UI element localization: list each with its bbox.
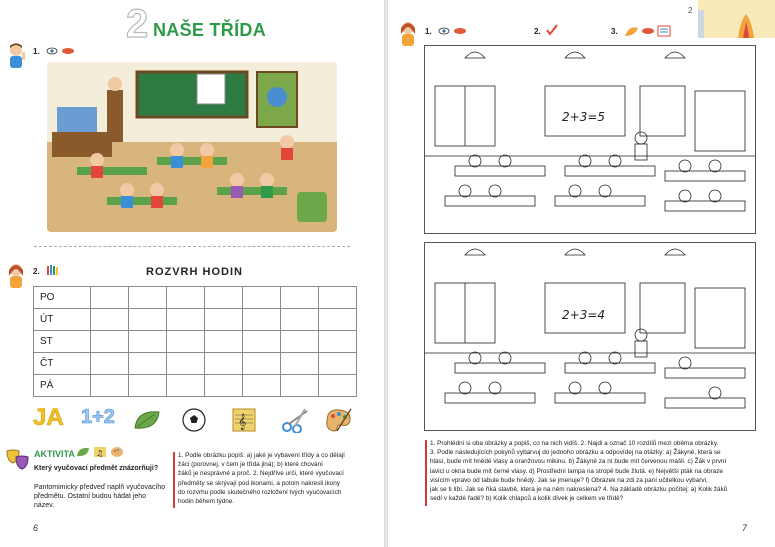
schedule-cell[interactable]: [129, 353, 167, 375]
board-equation-bottom: 2+3=4: [562, 308, 606, 322]
schedule-cell[interactable]: [91, 375, 129, 397]
instruction-line: předměty se skrývají pod ikonami, a potom nakresli ikony: [178, 479, 340, 487]
instruction-line: 1. Prohlédni si oba obrázky a popiš, co na nich vidíš. 2. Najdi a označ 10 rozdílů mezi oběma obrázky.: [430, 440, 719, 447]
schedule-cell[interactable]: [167, 353, 205, 375]
board-equation-top: 2+3=5: [562, 110, 606, 124]
aktivita-text: Pantomimicky předveď naplň vyučovacího předmětu. Ostatní budou hádat jeho název.: [34, 484, 166, 509]
schedule-cell[interactable]: [129, 309, 167, 331]
schedule-day-label: ÚT: [34, 309, 91, 331]
girl-pointer-icon: [4, 262, 28, 292]
left-page: [0, 0, 384, 547]
schedule-row: [34, 375, 357, 397]
schedule-cell[interactable]: [205, 375, 243, 397]
scissors-icon: [281, 407, 309, 433]
spot-difference-bottom-picture: [424, 242, 756, 431]
crayons-icon: [46, 264, 58, 276]
aktivita-question: Který vyučovací předmět znázorňuji?: [34, 465, 159, 472]
schedule-cell[interactable]: [243, 287, 281, 309]
palette-small-icon: [110, 446, 124, 458]
schedule-day-label: ST: [34, 331, 91, 353]
task-1-number: 1.: [425, 27, 432, 36]
task-1-number: 1.: [33, 47, 40, 56]
instruction-line: žáků je nesprávné a proč. 2. Nejdříve urči, které vyučovací: [178, 470, 344, 478]
schedule-cell[interactable]: [91, 287, 129, 309]
page-number: 7: [742, 523, 748, 533]
schedule-cell[interactable]: [281, 353, 319, 375]
eye-mouth-icons: [438, 26, 468, 36]
schedule-cell[interactable]: [167, 331, 205, 353]
music-icon: [231, 407, 257, 433]
schedule-cell[interactable]: [91, 309, 129, 331]
schedule-cell[interactable]: [205, 309, 243, 331]
instruction-line: žáci (porovnej, v čem je třída jiná); b) které chování: [178, 461, 323, 469]
checkmark-icon: [546, 24, 558, 36]
schedule-day-label: PÁ: [34, 375, 91, 397]
schedule-cell[interactable]: [243, 331, 281, 353]
schedule-cell[interactable]: [129, 375, 167, 397]
schedule-cell[interactable]: [205, 331, 243, 353]
schedule-cell[interactable]: [205, 287, 243, 309]
schedule-cell[interactable]: [319, 375, 357, 397]
schedule-row: [34, 287, 357, 309]
schedule-cell[interactable]: [243, 353, 281, 375]
instruction-line: visícím vpravo od tabule bude hnědý. Jak se jmenuje? f) Obrázek na zdi za paní učitelkou vybarvi,: [430, 476, 708, 484]
spot-difference-top-picture: [424, 45, 756, 234]
schedule-title: ROZVRH HODIN: [146, 266, 243, 278]
schedule-cell[interactable]: [243, 309, 281, 331]
task-2-number: 2.: [534, 27, 541, 36]
schedule-row: [34, 353, 357, 375]
instruction-line: do rozvrhu podle skutečného rozložení tvých vyučovacích: [178, 488, 342, 496]
czech-language-icon: JA: [33, 404, 64, 431]
left-instructions: [178, 451, 378, 506]
task-3-icons: [624, 24, 684, 38]
schedule-cell[interactable]: [319, 309, 357, 331]
schedule-cell[interactable]: [243, 375, 281, 397]
right-instructions: [430, 439, 770, 503]
schedule-day-label: ČT: [34, 353, 91, 375]
schedule-cell[interactable]: [91, 331, 129, 353]
schedule-cell[interactable]: [281, 287, 319, 309]
schedule-cell[interactable]: [319, 287, 357, 309]
schedule-cell[interactable]: [167, 375, 205, 397]
football-icon: [181, 407, 207, 433]
instruction-line: hodin během týdne.: [178, 498, 235, 506]
girl-pointer-icon: [396, 20, 420, 50]
leaf-icon: [133, 408, 161, 432]
instruction-bar: [173, 452, 175, 508]
paint-palette-icon: [323, 407, 353, 433]
schedule-cell[interactable]: [281, 375, 319, 397]
aktivita-heading: AKTIVITA: [34, 449, 75, 459]
leaf-small-icon: [76, 446, 90, 458]
math-icon: 1+2: [81, 406, 115, 428]
schedule-cell[interactable]: [91, 353, 129, 375]
task-2-number: 2.: [33, 267, 40, 276]
instruction-bar: [425, 440, 427, 506]
svg-text:♫: ♫: [96, 449, 104, 458]
corner-number: 2: [688, 6, 693, 15]
schedule-cell[interactable]: [167, 287, 205, 309]
schedule-row: [34, 309, 357, 331]
schedule-cell[interactable]: [281, 331, 319, 353]
schedule-table: [33, 286, 357, 397]
instruction-line: 3. Podle následujících pokynů vybarvuj do jednoho obrázku a odpovídej na otázky: a) Žákyně, která se: [430, 449, 721, 457]
chapter-title: NAŠE TŘÍDA: [153, 20, 267, 40]
instruction-line: jak se ti líbí. Jak se říká stavbě, která je na něm nakreslena? 4. Na základě obrázku počítej: a) Kolik žáků: [430, 486, 728, 494]
schedule-row: [34, 331, 357, 353]
subject-icons-row: [33, 404, 353, 438]
schedule-cell[interactable]: [319, 331, 357, 353]
music-small-icon: [93, 446, 107, 458]
boy-pointer-icon: [4, 42, 28, 72]
schedule-cell[interactable]: [281, 309, 319, 331]
instruction-line: sedí v každé řadě? b) Kolik chlapců a kolik dívek je celkem ve třídě?: [430, 495, 624, 503]
svg-text:𝄞: 𝄞: [238, 414, 247, 430]
chapter-number: 2: [126, 2, 149, 46]
schedule-day-label: PO: [34, 287, 91, 309]
page-number: 6: [33, 523, 39, 533]
instruction-line: 1. Podle obrázku popiš: a) jaké je vybavení třídy a co dělají: [178, 452, 345, 459]
schedule-cell[interactable]: [205, 353, 243, 375]
corner-decoration: [698, 0, 775, 38]
schedule-cell[interactable]: [129, 287, 167, 309]
theatre-masks-icon: [5, 447, 31, 473]
instruction-line: hlásí, bude mít hnědé vlasy a oranžovou mikinu. b) Žákyně za ní bude mít červenou mašli. c) Žák v první: [430, 458, 727, 466]
schedule-cell[interactable]: [319, 353, 357, 375]
schedule-cell[interactable]: [167, 309, 205, 331]
task-3-number: 3.: [611, 27, 618, 36]
instruction-line: lavici u okna bude mít černé vlasy. d) Prostřední lampa na stropě bude žlutá. e) Největší pták na obraze: [430, 467, 723, 475]
right-page: [388, 0, 775, 547]
eye-mouth-icons: [46, 46, 76, 56]
section-divider: [34, 246, 350, 247]
classroom-illustration: [47, 62, 337, 232]
schedule-cell[interactable]: [129, 331, 167, 353]
